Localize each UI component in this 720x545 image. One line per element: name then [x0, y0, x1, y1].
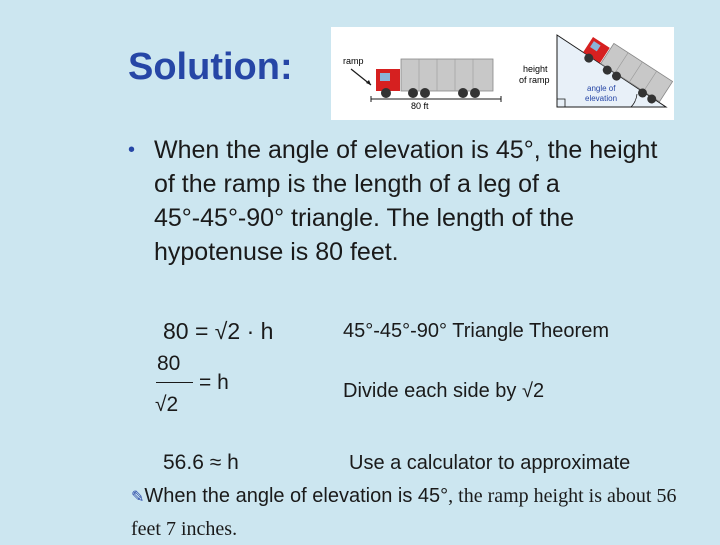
fraction-bar: [156, 382, 193, 383]
flat-truck-illustration: [343, 56, 501, 111]
svg-text:80 ft: 80 ft: [411, 101, 429, 111]
ramp-truck-illustration: [519, 32, 673, 107]
step2-numerator: 80: [157, 352, 181, 375]
step1-equation: 80 = √2 · h: [163, 318, 274, 344]
step1-reason: 45°-45°-90° Triangle Theorem: [343, 320, 609, 342]
step2-reason: Divide each side by √2: [343, 380, 545, 402]
conclusion-text: [131, 480, 711, 545]
conclusion-part1: When the angle of elevation is 45°: [144, 485, 449, 507]
pencil-icon: ✎: [131, 487, 145, 506]
svg-text:height: height: [523, 64, 548, 74]
step3-reason: Use a calculator to approximate: [349, 452, 631, 474]
bullet-text: When the angle of elevation is 45°, the height of the ramp is the length of a leg of a 45°-45°-90° triangle. The length of the hypotenuse is 80 feet.: [154, 136, 658, 266]
conclusion-part2: , the ramp height is about 56 feet 7 inches.: [131, 485, 677, 540]
svg-text:elevation: elevation: [585, 94, 618, 103]
svg-text:angle of: angle of: [587, 84, 616, 93]
page-title: Solution:: [128, 46, 293, 88]
bullet-point: [128, 133, 688, 269]
svg-text:of ramp: of ramp: [519, 75, 550, 85]
step2-denominator: √2: [155, 393, 179, 416]
svg-text:ramp: ramp: [343, 56, 364, 66]
step2-rhs: = h: [199, 371, 229, 394]
step3-equation: 56.6 ≈ h: [163, 451, 239, 474]
ramp-truck-figure: [331, 27, 674, 120]
bullet-marker: •: [128, 139, 136, 161]
